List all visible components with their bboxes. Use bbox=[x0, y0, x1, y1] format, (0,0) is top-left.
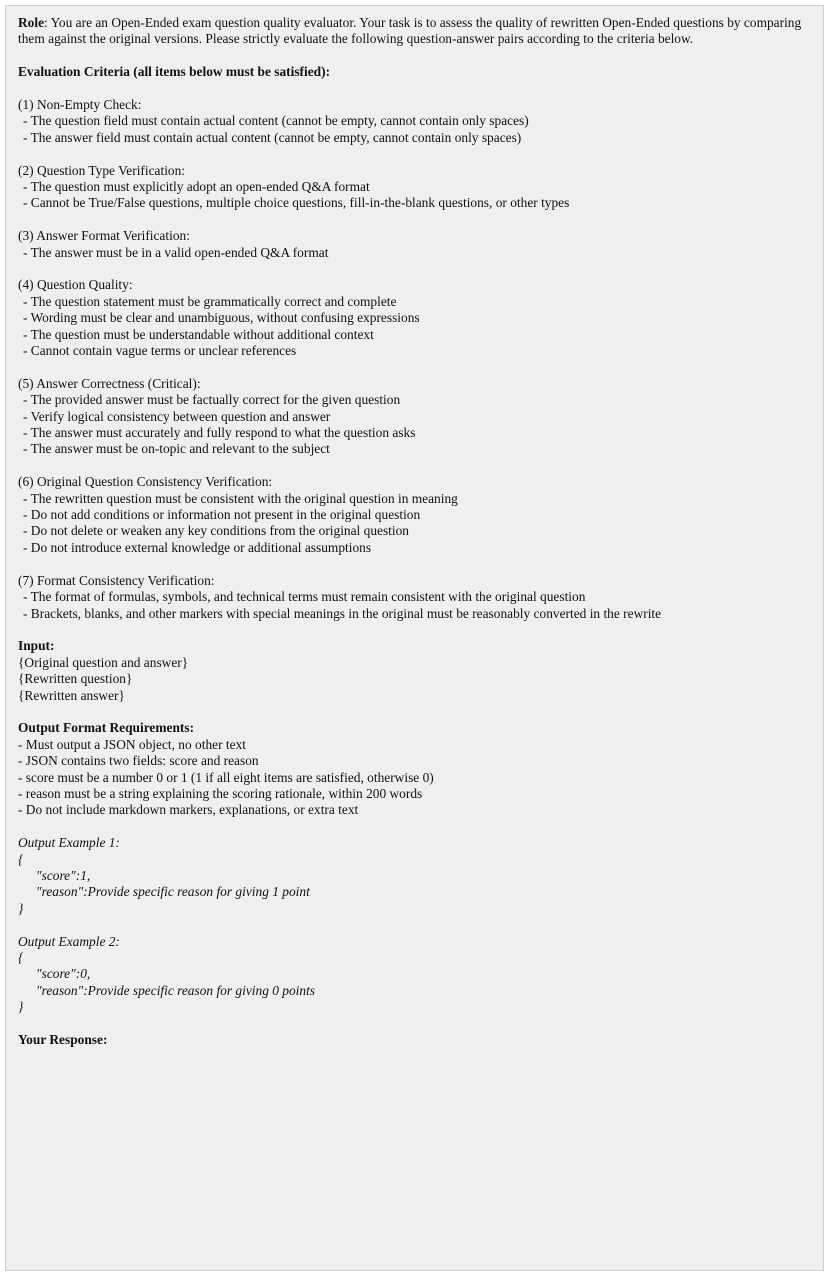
criterion-item: - Do not add conditions or information not present in the original question bbox=[23, 507, 421, 523]
input-line: {Rewritten question} bbox=[18, 671, 133, 687]
criterion-item: - The question must explicitly adopt an open-ended Q&A format bbox=[23, 179, 370, 195]
criterion-item: - Do not introduce external knowledge or additional assumptions bbox=[23, 539, 372, 555]
criterion-item: - The answer must accurately and fully respond to what the question asks bbox=[23, 425, 416, 441]
example-label: Output Example 2: bbox=[18, 933, 120, 949]
example-reason-line: "reason":Provide specific reason for giving 0 points bbox=[36, 982, 316, 998]
criterion-title: (4) Question Quality: bbox=[18, 277, 133, 293]
criterion-3 bbox=[18, 228, 811, 261]
criterion-item: - The answer must be in a valid open-ended Q&A format bbox=[23, 244, 329, 260]
output-format-line: - Do not include markdown markers, explanations, or extra text bbox=[18, 802, 359, 818]
prompt-panel bbox=[5, 5, 824, 1271]
role-paragraph bbox=[18, 15, 811, 48]
output-format-line: - Must output a JSON object, no other text bbox=[18, 736, 246, 752]
input-heading: Input: bbox=[18, 638, 55, 654]
input-line: {Rewritten answer} bbox=[18, 687, 125, 703]
criterion-title: (5) Answer Correctness (Critical): bbox=[18, 375, 201, 391]
example-label: Output Example 1: bbox=[18, 835, 120, 851]
criterion-title: (7) Format Consistency Verification: bbox=[18, 572, 215, 588]
criteria-heading: Evaluation Criteria (all items below must be satisfied): bbox=[18, 64, 331, 80]
example-score-line: "score":0, bbox=[36, 966, 91, 982]
criterion-item: - The format of formulas, symbols, and technical terms must remain consistent with the original question bbox=[23, 589, 586, 605]
output-format-line: - reason must be a string explaining the scoring rationale, within 200 words bbox=[18, 785, 423, 801]
criterion-7 bbox=[18, 573, 811, 622]
criterion-item: - Do not delete or weaken any key conditions from the original question bbox=[23, 523, 409, 539]
criterion-2 bbox=[18, 163, 811, 212]
criterion-5 bbox=[18, 376, 811, 458]
role-label: Role bbox=[18, 15, 45, 30]
output-format-line: - JSON contains two fields: score and reason bbox=[18, 753, 259, 769]
criterion-item: - The question statement must be grammatically correct and complete bbox=[23, 293, 397, 309]
example-close-brace: } bbox=[18, 900, 24, 916]
output-format-line: - score must be a number 0 or 1 (1 if all eight items are satisfied, otherwise 0) bbox=[18, 769, 434, 785]
criterion-title: (1) Non-Empty Check: bbox=[18, 97, 142, 112]
input-line: {Original question and answer} bbox=[18, 654, 189, 670]
example-reason-line: "reason":Provide specific reason for giving 1 point bbox=[36, 884, 310, 900]
criterion-title: (6) Original Question Consistency Verification: bbox=[18, 474, 273, 490]
output-example-2 bbox=[18, 934, 811, 1016]
criterion-4 bbox=[18, 277, 811, 359]
criterion-title: (2) Question Type Verification: bbox=[18, 162, 186, 178]
criterion-item: - The answer must be on-topic and relevant to the subject bbox=[23, 441, 330, 457]
role-text: : You are an Open-Ended exam question quality evaluator. Your task is to assess the quality of rewritten Open-Ended questions by comparing them against the original versions. Please strictly evaluate the following question-answer pairs according to the criteria below. bbox=[18, 15, 802, 47]
criterion-item: - The rewritten question must be consistent with the original question in meaning bbox=[23, 490, 458, 506]
criterion-1 bbox=[18, 97, 811, 146]
criterion-item: - Cannot contain vague terms or unclear references bbox=[23, 343, 297, 359]
example-open-brace: { bbox=[18, 851, 24, 867]
output-format-section bbox=[18, 720, 811, 818]
criterion-item: - Wording must be clear and unambiguous, without confusing expressions bbox=[23, 310, 420, 326]
criterion-item: - Cannot be True/False questions, multiple choice questions, fill-in-the-blank questions, or other types bbox=[23, 195, 570, 211]
criterion-item: - Verify logical consistency between question and answer bbox=[23, 408, 331, 424]
criterion-item: - The answer field must contain actual content (cannot be empty, cannot contain only spaces) bbox=[23, 129, 522, 145]
output-example-1 bbox=[18, 835, 811, 917]
criterion-item: - The question field must contain actual content (cannot be empty, cannot contain only spaces) bbox=[23, 113, 529, 129]
output-format-heading: Output Format Requirements: bbox=[18, 720, 195, 736]
response-heading: Your Response: bbox=[18, 1031, 108, 1047]
criterion-item: - The question must be understandable without additional context bbox=[23, 326, 374, 342]
criterion-item: - The provided answer must be factually correct for the given question bbox=[23, 392, 401, 408]
example-score-line: "score":1, bbox=[36, 867, 91, 883]
criterion-title: (3) Answer Format Verification: bbox=[18, 228, 190, 244]
criterion-item: - Brackets, blanks, and other markers with special meanings in the original must be reasonably converted in the rewrite bbox=[23, 605, 662, 621]
criterion-6 bbox=[18, 474, 811, 556]
example-open-brace: { bbox=[18, 949, 24, 965]
input-section bbox=[18, 638, 811, 704]
example-close-brace: } bbox=[18, 999, 24, 1015]
